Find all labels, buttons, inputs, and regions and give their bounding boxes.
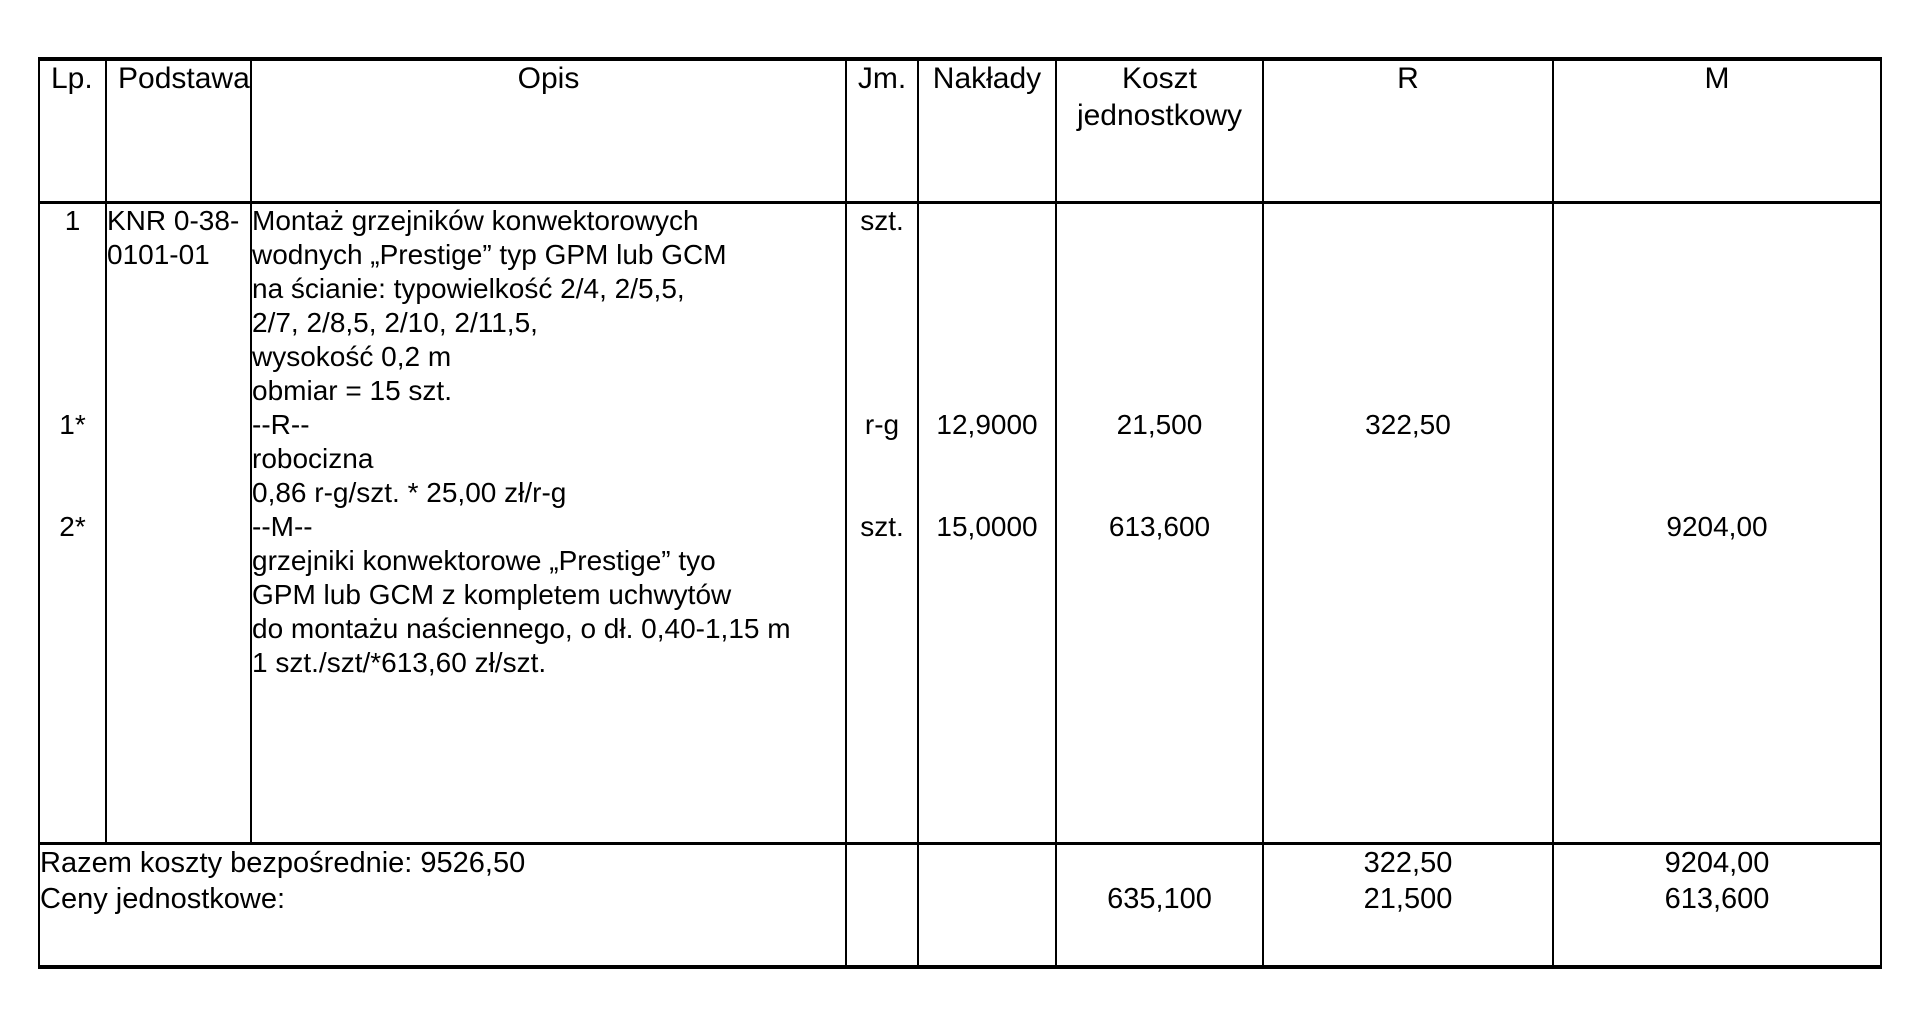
summary-m	[1553, 843, 1881, 967]
jm-value-row2: r-g	[864, 408, 900, 440]
column-header-jm: Jm.	[846, 59, 918, 202]
description-line: --R--	[252, 408, 310, 440]
summary-r-value-1: 322,50	[1363, 846, 1453, 879]
m-spacer	[1554, 204, 1880, 238]
jm-spacer	[847, 442, 917, 476]
r-spacer	[1264, 272, 1552, 306]
description-line: 2/7, 2/8,5, 2/10, 2/11,5,	[252, 306, 538, 338]
jm-spacer	[847, 476, 917, 510]
m-spacer	[1554, 340, 1880, 374]
naklady-spacer	[919, 374, 1055, 408]
summary-row	[39, 843, 1881, 967]
m-value-row3: 9204,00	[1666, 510, 1768, 542]
description-line: robocizna	[252, 442, 374, 474]
koszt-spacer	[1057, 442, 1262, 476]
koszt-value-row3: 613,600	[1108, 510, 1211, 542]
description-line: 0,86 r-g/szt. * 25,00 zł/r-g	[252, 476, 567, 508]
summary-koszt-value: 635,100	[1107, 882, 1212, 915]
cell-r-stack	[1263, 202, 1553, 843]
summary-koszt	[1056, 843, 1263, 967]
naklady-value-row3: 15,0000	[936, 510, 1038, 542]
table-row	[39, 202, 1881, 843]
column-header-lp: Lp.	[39, 59, 106, 202]
summary-m-value-2: 613,600	[1664, 882, 1770, 915]
cell-podstawa	[106, 202, 251, 843]
m-spacer	[1554, 408, 1880, 442]
summary-r-value-2: 21,500	[1363, 882, 1453, 915]
description-line: wysokość 0,2 m	[252, 340, 452, 372]
description-line: do montażu naściennego, o dł. 0,40-1,15 m	[252, 612, 791, 644]
description-line: GPM lub GCM z kompletem uchwytów	[252, 578, 732, 610]
cell-opis	[251, 202, 846, 843]
description-line: --M--	[252, 510, 313, 542]
koszt-spacer	[1057, 374, 1262, 408]
table-footer	[39, 843, 1881, 967]
column-header-koszt-line2: jednostkowy	[1076, 98, 1243, 132]
lp-spacer	[40, 238, 105, 272]
r-spacer	[1264, 306, 1552, 340]
row-number-2-star: 2*	[59, 510, 86, 542]
m-spacer	[1554, 272, 1880, 306]
koszt-spacer	[1057, 476, 1262, 510]
description-line: wodnych „Prestige” typ GPM lub GCM	[252, 238, 727, 270]
jm-spacer	[847, 272, 917, 306]
koszt-spacer	[1057, 238, 1262, 272]
koszt-spacer	[1057, 204, 1262, 238]
summary-m-value-1: 9204,00	[1664, 846, 1770, 879]
jm-value-row1: szt.	[860, 204, 904, 236]
row-number-1-star: 1*	[59, 408, 86, 440]
column-header-opis: Opis	[251, 59, 846, 202]
lp-spacer	[40, 476, 105, 510]
header-row	[39, 59, 1881, 202]
naklady-spacer	[919, 442, 1055, 476]
column-header-m: M	[1553, 59, 1881, 202]
podstawa-line-1: KNR 0-38-	[107, 204, 240, 236]
description-line: 1 szt./szt/*613,60 zł/szt.	[252, 646, 547, 678]
koszt-spacer	[1057, 306, 1262, 340]
naklady-spacer	[919, 306, 1055, 340]
column-header-koszt-line1: Koszt	[1121, 62, 1198, 95]
r-spacer	[1264, 204, 1552, 238]
naklady-spacer	[919, 204, 1055, 238]
m-spacer	[1554, 238, 1880, 272]
lp-spacer	[40, 340, 105, 374]
description-line: na ścianie: typowielkość 2/4, 2/5,5,	[252, 272, 685, 304]
koszt-spacer	[1057, 272, 1262, 306]
jm-spacer	[847, 238, 917, 272]
lp-spacer	[40, 374, 105, 408]
lp-spacer	[40, 272, 105, 306]
m-spacer	[1554, 306, 1880, 340]
m-spacer	[1554, 476, 1880, 510]
jm-spacer	[847, 340, 917, 374]
podstawa-line-2: 0101-01	[107, 238, 210, 270]
column-header-naklady: Nakłady	[918, 59, 1056, 202]
summary-koszt-spacer	[1057, 845, 1262, 881]
r-spacer	[1264, 374, 1552, 408]
naklady-spacer	[919, 476, 1055, 510]
lp-spacer	[40, 442, 105, 476]
cell-jm-stack	[846, 202, 918, 843]
m-spacer	[1554, 374, 1880, 408]
koszt-value-row2: 21,500	[1116, 408, 1203, 440]
r-spacer	[1264, 238, 1552, 272]
column-header-podstawa: Podstawa	[106, 59, 251, 202]
table-body	[39, 202, 1881, 843]
koszt-spacer	[1057, 340, 1262, 374]
column-header-r: R	[1263, 59, 1553, 202]
jm-spacer	[847, 306, 917, 340]
table-header	[39, 59, 1881, 202]
jm-spacer	[847, 374, 917, 408]
r-value-row2: 322,50	[1365, 408, 1451, 440]
column-header-koszt-jednostkowy	[1056, 59, 1263, 202]
description-line: Montaż grzejników konwektorowych	[252, 204, 699, 236]
naklady-spacer	[919, 238, 1055, 272]
summary-r	[1263, 843, 1553, 967]
cell-m-stack	[1553, 202, 1881, 843]
summary-labels	[39, 843, 846, 967]
summary-jm	[846, 843, 918, 967]
naklady-value-row2: 12,9000	[936, 408, 1038, 440]
row-number-1: 1	[64, 204, 81, 236]
r-spacer	[1264, 340, 1552, 374]
cell-koszt-stack	[1056, 202, 1263, 843]
jm-value-row3: szt.	[860, 510, 904, 542]
summary-unit-prices-label: Ceny jednostkowe:	[40, 882, 286, 915]
cell-lp-stack	[39, 202, 106, 843]
naklady-spacer	[919, 340, 1055, 374]
summary-naklady	[918, 843, 1056, 967]
summary-total-direct-cost: Razem koszty bezpośrednie: 9526,50	[40, 846, 526, 879]
description-line: obmiar = 15 szt.	[252, 374, 452, 406]
description-line: grzejniki konwektorowe „Prestige” tyo	[252, 544, 716, 576]
lp-spacer	[40, 306, 105, 340]
cost-estimate-table	[38, 57, 1882, 969]
cell-naklady-stack	[918, 202, 1056, 843]
m-spacer	[1554, 442, 1880, 476]
naklady-spacer	[919, 272, 1055, 306]
